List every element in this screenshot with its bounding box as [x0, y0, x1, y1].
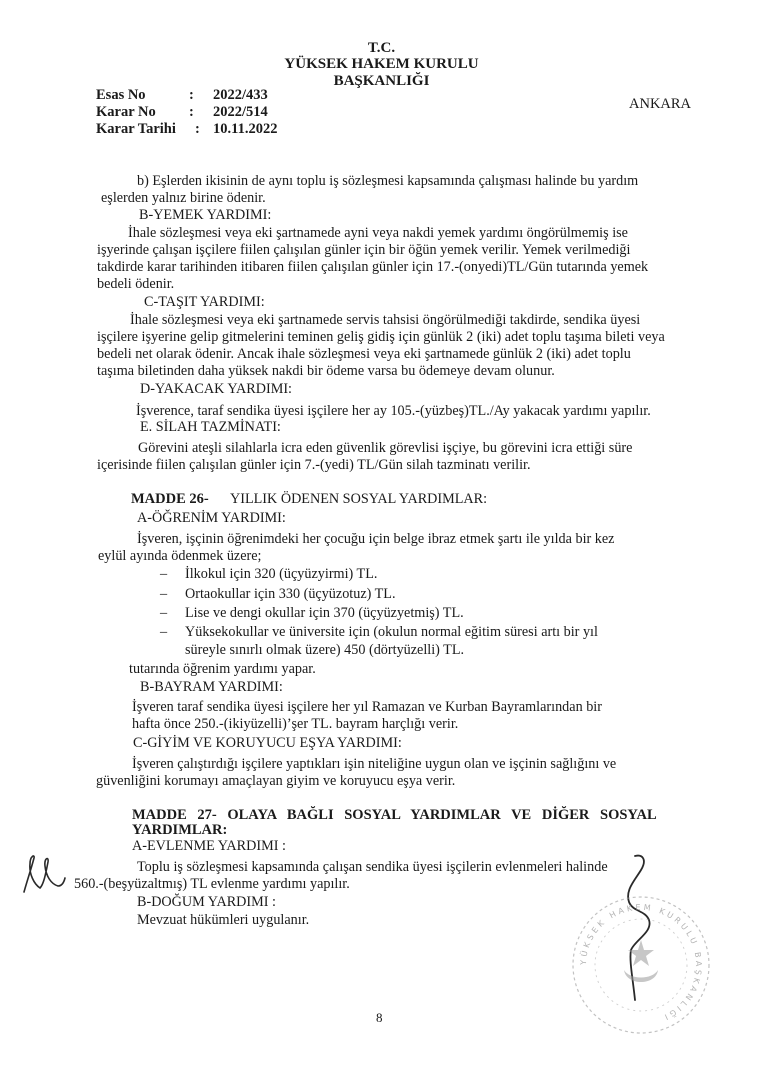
svg-text:YÜKSEK HAKEM KURULU BAŞKANLIĞI	[579, 903, 703, 1023]
yemek-line-4: bedeli ödenir.	[97, 276, 175, 292]
official-stamp-icon	[566, 890, 716, 1040]
list-dash: –	[160, 566, 168, 582]
list-item-ilkokul: İlkokul için 320 (üçyüzyirmi) TL.	[185, 566, 378, 582]
ogrenim-line-2: eylül ayında ödenmek üzere;	[98, 548, 262, 564]
tarih-colon: :	[195, 121, 200, 137]
yemek-line-1: İhale sözleşmesi veya eki şartnamede ayni veya nakdi yemek yardımı öngörülmemiş ise	[128, 225, 628, 241]
esas-value: 2022/433	[213, 87, 268, 103]
heading-bayram-yardimi: B-BAYRAM YARDIMI:	[140, 679, 283, 695]
heading-evlenme-yardimi: A-EVLENME YARDIMI :	[132, 838, 286, 854]
evlenme-line-2: 560.-(beşyüzaltmış) TL evlenme yardımı yapılır.	[74, 876, 350, 892]
ogrenim-line-1: İşveren, işçinin öğrenimdeki her çocuğu için belge ibraz etmek şartı ile yılda bir kez	[137, 531, 615, 547]
heading-tasit-yardimi: C-TAŞIT YARDIMI:	[144, 294, 265, 310]
madde-27-title-cont: YARDIMLAR:	[132, 822, 228, 838]
bayram-line-2: hafta önce 250.-(ikiyüzelli)’şer TL. bayram harçlığı verir.	[132, 716, 459, 732]
list-dash: –	[160, 605, 168, 621]
karar-colon: :	[189, 104, 194, 120]
giyim-line-1: İşveren çalıştırdığı işçilere yaptıkları işin niteliğine uygun olan ve işçinin sağlığını ve	[132, 756, 617, 772]
tasit-line-1: İhale sözleşmesi veya eki şartnamede servis tahsisi öngörülmediği takdirde, sendika üyesi	[130, 312, 641, 328]
madde-27-title: MADDE 27- OLAYA BAĞLI SOSYAL YARDIMLAR VE DİĞER SOSYAL	[132, 807, 657, 823]
tasit-line-2: işçilere işyerine gelip gitmelerini teminen geliş gidiş için günlük 2 (iki) adet toplu taşıma bileti veya	[97, 329, 665, 345]
paragraph-b-esler-1: b) Eşlerden ikisinin de aynı toplu iş sözleşmesi kapsamında çalışması halinde bu yardım	[137, 173, 639, 189]
silah-line-2: içerisinde fiilen çalışılan günler için 7.-(yedi) TL/Gün silah tazminatı verilir.	[97, 457, 531, 473]
silah-line-1: Görevini ateşli silahlarla icra eden güvenlik görevlisi işçiye, bu görevini icra ettiği süre	[138, 440, 633, 456]
heading-ogrenim-yardimi: A-ÖĞRENİM YARDIMI:	[137, 510, 286, 526]
list-item-lise: Lise ve dengi okullar için 370 (üçyüzyetmiş) TL.	[185, 605, 464, 621]
list-dash: –	[160, 624, 168, 640]
heading-dogum-yardimi: B-DOĞUM YARDIMI :	[137, 894, 276, 910]
tasit-line-3: bedeli net olarak ödenir. Ancak ihale sözleşmesi veya eki şartnamede günlük 2 (iki) adet toplu	[97, 346, 631, 362]
paragraph-b-esler-2: eşlerden yalnız birine ödenir.	[101, 190, 266, 206]
esas-colon: :	[189, 87, 194, 103]
list-item-yuksekokul: Yüksekokullar ve üniversite için (okulun normal eğitim süresi artı bir yıl	[185, 624, 598, 640]
header-tc: T.C.	[367, 40, 396, 56]
header-city: ANKARA	[629, 96, 692, 112]
madde-26-title: YILLIK ÖDENEN SOSYAL YARDIMLAR:	[230, 491, 488, 507]
esas-label: Esas No	[96, 87, 146, 103]
madde-26-label: MADDE 26-	[131, 491, 209, 507]
giyim-line-2: güvenliğini korumayı amaçlayan giyim ve koruyucu eşya verir.	[96, 773, 456, 789]
header-institution: YÜKSEK HAKEM KURULU	[284, 56, 479, 72]
karar-value: 2022/514	[213, 104, 268, 120]
list-item-yuksekokul-cont: süreyle sınırlı olmak üzere) 450 (dörtyüzelli) TL.	[185, 642, 465, 658]
page-number: 8	[376, 1010, 383, 1025]
header-presidency: BAŞKANLIĞI	[333, 73, 430, 89]
dogum-line-1: Mevzuat hükümleri uygulanır.	[137, 912, 310, 928]
tasit-line-4: taşıma biletinden daha yüksek nakdi bir ödeme varsa bu ödemeye devam olunur.	[97, 363, 555, 379]
karar-label: Karar No	[96, 104, 156, 120]
heading-giyim-yardimi: C-GİYİM VE KORUYUCU EŞYA YARDIMI:	[133, 735, 402, 751]
list-dash: –	[160, 586, 168, 602]
evlenme-line-1: Toplu iş sözleşmesi kapsamında çalışan sendika üyesi işçilerin evlenmeleri halinde	[137, 859, 608, 875]
tarih-label: Karar Tarihi	[96, 121, 176, 137]
heading-yakacak-yardimi: D-YAKACAK YARDIMI:	[140, 381, 292, 397]
yakacak-line-1: İşverence, taraf sendika üyesi işçilere her ay 105.-(yüzbeş)TL./Ay yakacak yardımı yapılır.	[136, 403, 651, 419]
bayram-line-1: İşveren taraf sendika üyesi işçilere her yıl Ramazan ve Kurban Bayramlarından bir	[132, 699, 602, 715]
stamp-seal-text: YÜKSEK HAKEM KURULU BAŞKANLIĞI	[578, 902, 704, 1023]
tarih-value: 10.11.2022	[213, 121, 278, 137]
yemek-line-3: takdirde karar tarihinden itibaren fiilen çalışılan günler için 17.-(onyedi)TL/Gün tutarında yemek	[97, 259, 649, 275]
heading-silah-tazminati: E. SİLAH TAZMİNATI:	[140, 419, 281, 435]
list-item-ortaokul: Ortaokullar için 330 (üçyüzotuz) TL.	[185, 586, 396, 602]
ogrenim-end: tutarında öğrenim yardımı yapar.	[129, 661, 316, 677]
yemek-line-2: işyerinde çalışan işçilere fiilen çalışılan günler için bir öğün yemek verilir. Yemek verilmediği	[97, 242, 631, 258]
heading-yemek-yardimi: B-YEMEK YARDIMI:	[139, 207, 272, 223]
handwritten-initials-icon	[18, 848, 70, 900]
